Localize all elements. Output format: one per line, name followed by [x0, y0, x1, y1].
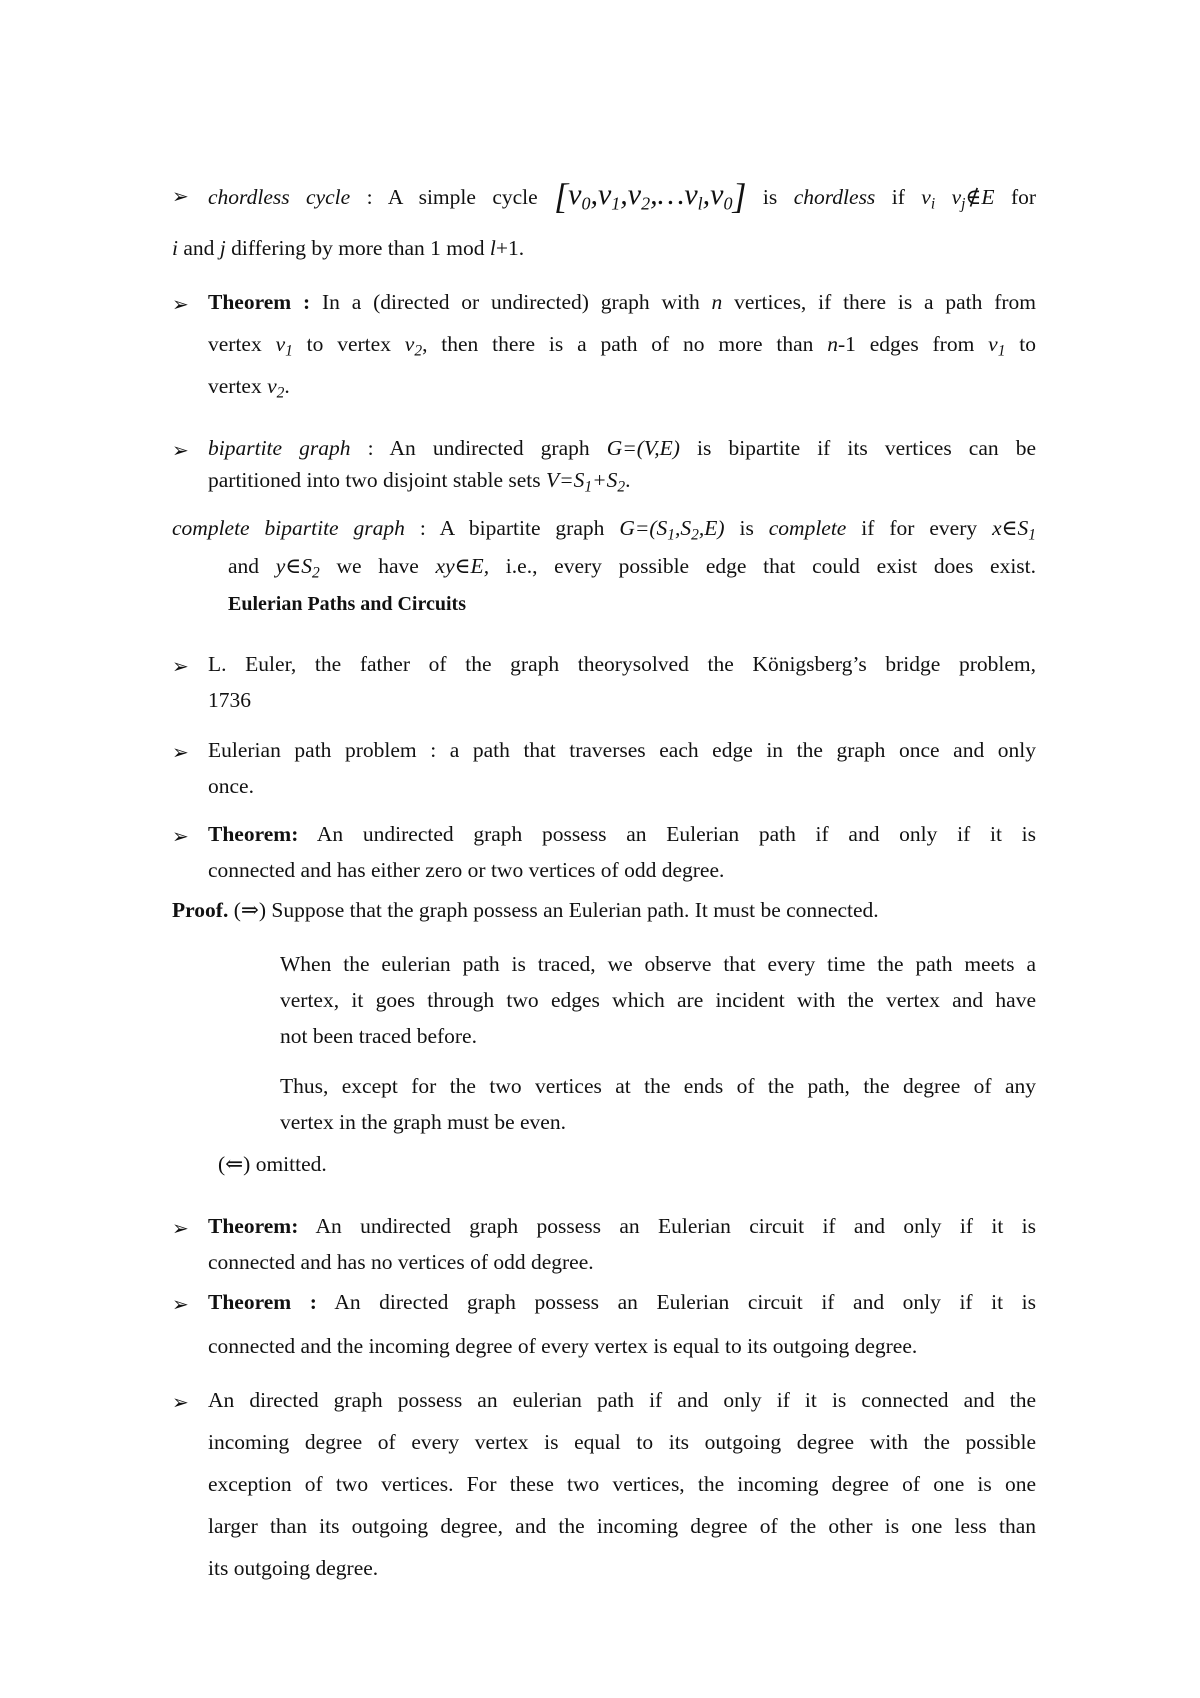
comma: ,: [590, 178, 598, 211]
bullet-arrow-icon: ➢: [172, 654, 189, 678]
proof-p1-line-3: not been traced before.: [280, 1024, 477, 1048]
text: if: [875, 185, 922, 209]
text: is bipartite if its vertices can be: [679, 436, 1036, 460]
proof-line-1: [172, 900, 879, 922]
y-in-s2: $y\in S_2$: [275, 554, 320, 582]
v: v: [684, 178, 698, 211]
euler-line-1: L. Euler, the father of the graph theorysolved the Königsberg’s bridge problem,: [208, 652, 1036, 676]
complete-emphasis: complete: [768, 516, 847, 540]
directed-path-line-5: its outgoing degree.: [208, 1556, 379, 1580]
text: is: [724, 516, 769, 540]
bullet-arrow-icon: ➢: [172, 1292, 189, 1316]
theorem-label: Theorem :: [208, 290, 311, 314]
xy-in-e: xy∈E,: [435, 554, 490, 578]
directed-path-line-1: An directed graph possess an eulerian path if and only if it is connected and the: [208, 1388, 1036, 1412]
text: differing by more than 1 mod: [225, 236, 490, 260]
text: (⇒) Suppose that the graph possess an Eulerian path. It must be connected.: [228, 898, 879, 922]
theorem-eulerian-circuit-line-1: [208, 1216, 1036, 1238]
theorem-directed-circuit-line-1: [208, 1292, 1036, 1314]
bullet-arrow-icon: ➢: [172, 1390, 189, 1414]
v1: $v_1$: [275, 332, 293, 360]
theorem-label: Theorem:: [208, 822, 299, 846]
comma: ,: [620, 178, 628, 211]
text: : A bipartite graph: [404, 516, 620, 540]
bracket-close: ]: [732, 176, 747, 216]
theorem-path-line-1: [208, 292, 1036, 314]
text: to vertex: [292, 332, 405, 356]
v: v: [597, 178, 612, 211]
text: we have: [319, 554, 436, 578]
bullet-arrow-icon: ➢: [172, 740, 189, 764]
chordless-emphasis: chordless: [793, 185, 876, 209]
eulerian-path-problem-line-1: Eulerian path problem : a path that traverses each edge in the graph once and only: [208, 738, 1036, 762]
dots: …: [657, 178, 685, 211]
eulerian-path-problem-line-2: once.: [208, 774, 254, 798]
v: v: [710, 178, 724, 211]
set-notation: $V=S_1+S_2$: [546, 468, 626, 496]
text: i.e., every possible edge that could exist does exist.: [489, 554, 1037, 578]
text: is: [746, 185, 794, 209]
proof-p1-line-1: When the eulerian path is traced, we observe that every time the path meets a: [280, 952, 1036, 976]
proof-p1-line-2: vertex, it goes through two edges which are incident with the vertex and have: [280, 988, 1036, 1012]
x-in-s1: $x\in S_1$: [992, 516, 1037, 544]
text: vertex: [208, 332, 276, 356]
theorem-directed-circuit-line-2: connected and the incoming degree of every vertex is equal to its outgoing degree.: [208, 1334, 918, 1358]
l: l: [489, 236, 496, 260]
sub: 2: [641, 193, 651, 214]
text: An directed graph possess an Eulerian circuit if and only if it is: [316, 1290, 1037, 1314]
text: An undirected graph possess an Eulerian path if and only if it is: [298, 822, 1036, 846]
directed-path-line-3: exception of two vertices. For these two vertices, the incoming degree of one is one: [208, 1472, 1036, 1496]
directed-path-line-4: larger than its outgoing degree, and the incoming degree of the other is one less than: [208, 1514, 1036, 1538]
chordless-cycle-term: chordless cycle: [208, 185, 351, 209]
vi-vj: $v_i$ $v_j\notin E$: [921, 185, 995, 213]
text: for: [994, 185, 1037, 209]
bipartite-line-1: [208, 438, 1036, 460]
text: An undirected graph possess an Eulerian circuit if and only if it is: [298, 1214, 1036, 1238]
theorem-path-line-3: [208, 374, 290, 402]
v: v: [568, 178, 582, 211]
text: vertices, if there is a path from: [722, 290, 1036, 314]
proof-p2-line-1: Thus, except for the two vertices at the ends of the path, the degree of any: [280, 1074, 1036, 1098]
bullet-arrow-icon: ➢: [172, 184, 189, 208]
bipartite-term: bipartite graph: [208, 436, 351, 460]
theorem-eulerian-path-line-2: connected and has either zero or two vertices of odd degree.: [208, 858, 725, 882]
theorem-label: Theorem:: [208, 1214, 299, 1238]
sub: 0: [723, 193, 733, 214]
text: and: [177, 236, 220, 260]
proof-p2-line-2: vertex in the graph must be even.: [280, 1110, 566, 1134]
text: .: [284, 374, 290, 398]
sub: 0: [581, 193, 591, 214]
v2: $v_2$: [267, 374, 285, 402]
proof-omitted: (⇐) omitted.: [218, 1152, 327, 1176]
n: n: [711, 290, 723, 314]
theorem-label: Theorem :: [208, 1290, 317, 1314]
bullet-arrow-icon: ➢: [172, 292, 189, 316]
graph-notation: G=(V,E): [606, 436, 680, 460]
v: v: [627, 178, 642, 211]
theorem-eulerian-circuit-line-2: connected and has no vertices of odd degree.: [208, 1250, 594, 1274]
chordless-cycle-line-2: [172, 238, 524, 260]
graph-notation: $G=(S_1,S_2,E)$: [619, 516, 725, 544]
directed-path-line-2: incoming degree of every vertex is equal to its outgoing degree with the possible: [208, 1430, 1036, 1454]
complete-bipartite-line-2: [228, 554, 1037, 582]
bullet-arrow-icon: ➢: [172, 824, 189, 848]
section-heading: Eulerian Paths and Circuits: [228, 593, 466, 615]
v2: $v_2$: [404, 332, 423, 360]
n: n: [827, 332, 838, 356]
text: to: [1005, 332, 1036, 356]
text: , then there is a path of no more than: [422, 332, 828, 356]
theorem-path-line-2: [208, 332, 1036, 360]
text: In a (directed or undirected) graph with: [310, 290, 712, 314]
bracket-open: [: [554, 176, 569, 216]
text: vertex: [208, 374, 268, 398]
text: : An undirected graph: [350, 436, 607, 460]
text: partitioned into two disjoint stable sets: [208, 468, 546, 492]
theorem-eulerian-path-line-1: [208, 824, 1036, 846]
proof-label: Proof.: [172, 898, 229, 922]
text: and: [228, 554, 276, 578]
sub: 1: [611, 193, 621, 214]
comma: ,: [702, 178, 711, 211]
v1: $v_1$: [988, 332, 1006, 360]
complete-bipartite-term: complete bipartite graph: [172, 516, 405, 540]
sub: l: [697, 193, 703, 214]
comma: ,: [650, 178, 658, 211]
euler-line-2: 1736: [208, 688, 251, 712]
text: if for every: [846, 516, 993, 540]
cycle-notation: [554, 176, 747, 216]
bullet-arrow-icon: ➢: [172, 438, 189, 462]
text: -1 edges from: [838, 332, 989, 356]
text: +1.: [495, 236, 525, 260]
bullet-arrow-icon: ➢: [172, 1216, 189, 1240]
j: j: [219, 236, 226, 260]
text: .: [625, 468, 631, 492]
i: i: [172, 236, 178, 260]
text: : A simple cycle: [350, 185, 555, 209]
chordless-cycle-line-1: [208, 178, 1036, 214]
bipartite-line-2: [208, 468, 631, 496]
complete-bipartite-line-1: [172, 516, 1037, 544]
